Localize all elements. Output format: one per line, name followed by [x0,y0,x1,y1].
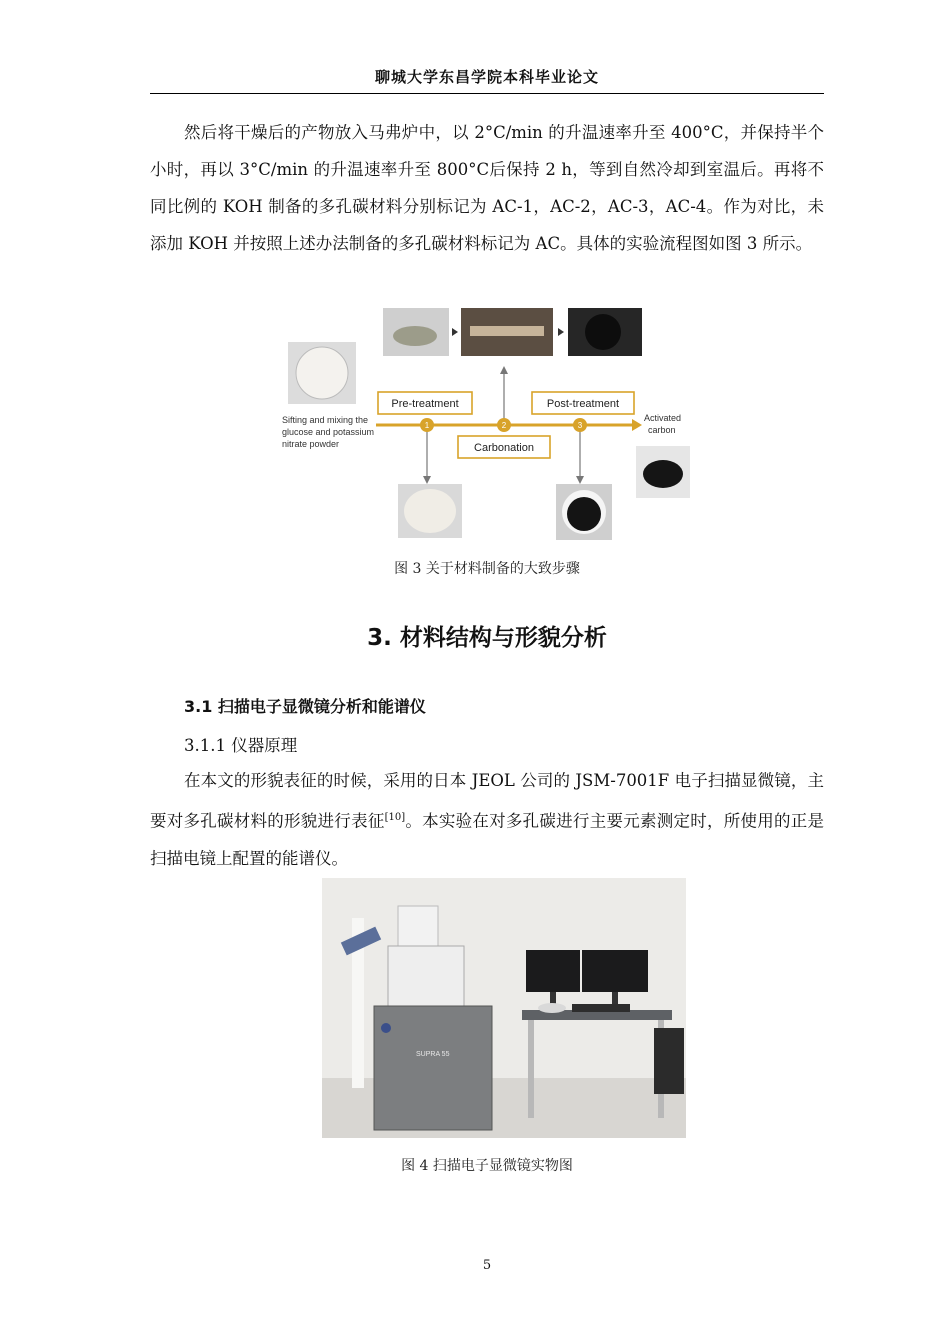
left-label-line: Sifting and mixing the [282,415,369,425]
running-header: 聊城大学东昌学院本科毕业论文 [374,68,599,86]
paragraph-text: 。本实验在对多孔碳进行主要元素测定时，所使用的正是扫描电镜上配置的能谱仪。 [150,811,825,868]
sem-column-top [398,906,438,946]
desk-leg [528,1020,534,1118]
arrow-up-icon [500,366,508,374]
photo-sample-boat [393,326,437,346]
figure-4-caption: 图 4 扫描电子显微镜实物图 [401,1158,573,1174]
left-label-line: nitrate powder [282,439,340,449]
arrow-icon [452,328,458,336]
paragraph-sem [150,762,824,877]
figure-3-caption: 图 3 关于材料制备的大致步骤 [394,561,580,577]
arrow-down-icon [576,476,584,484]
photo-dish [296,347,348,399]
paragraph-procedure: 然后将干燥后的产物放入马弗炉中，以 2°C/min 的升温速率升至 400°C，并保持半个小时，再以 3°C/min 的升温速率升至 800°C后保持 2 h，等到自然冷却到室温后。再将不同比例的 KOH 制备的多孔碳材料分别标记为 AC-1，AC-2，AC-3，AC-4。作为对比，未添加 KOH 并按照上述办法制备的多孔碳材料标记为 AC。具体的实验流程图如图 3 所示。 [150,123,824,253]
sem-chamber [388,946,464,1006]
subsubsection-heading: 3.1.1 仪器原理 [184,736,298,755]
photo-carbon-lump [585,314,621,350]
sem-brand-label: SUPRA 55 [416,1051,450,1058]
header-rule [150,93,824,94]
citation: [10] [384,812,406,823]
photo-furnace-tube [470,326,544,336]
step-label: Pre-treatment [391,398,459,410]
photo-carbon-powder [643,460,683,488]
step-number: 3 [577,421,583,430]
control-panel [538,1003,566,1013]
monitor-right [582,950,648,992]
page-number: 5 [482,1258,492,1273]
figure-4-sem-photo [322,878,686,1138]
step-label: Post-treatment [546,398,620,410]
arrow-down-icon [423,476,431,484]
zeiss-logo [381,1023,391,1033]
keyboard [572,1004,630,1012]
photo-crucible-carbon [567,497,601,531]
figure-3-flowchart [280,306,700,542]
section-heading: 3. 材料结构与形貌分析 [367,625,607,651]
step-label: Carbonation [474,442,534,454]
right-label-line: Activated [644,413,682,423]
paragraph-text: 在本文的形貌表征的时候，采用的日本 JEOL 公司的 JSM-7001F 电子扫描显微镜，主要对多孔碳材料的形貌进行表征 [150,771,824,831]
arrow-head-icon [632,419,642,431]
arrow-icon [558,328,564,336]
left-label-line: glucose and potassium [282,427,375,437]
step-number: 1 [424,421,430,430]
right-label-line: carbon [648,425,676,435]
monitor-left [526,950,580,992]
step-number: 2 [501,421,507,430]
sem-cabinet [374,1006,492,1130]
photo-mix-bowl [404,489,456,533]
subsection-heading: 3.1 扫描电子显微镜分析和能谱仪 [184,697,426,716]
pc-tower [654,1028,684,1094]
